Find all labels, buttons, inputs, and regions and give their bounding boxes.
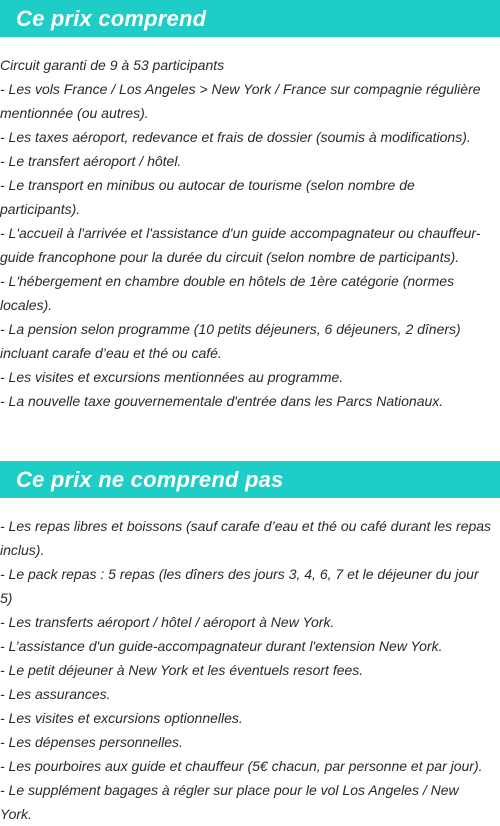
list-item: Circuit garanti de 9 à 53 participants	[0, 57, 225, 73]
excludes-list	[0, 498, 500, 826]
list-item: - Les assurances.	[0, 686, 111, 702]
list-item: - L'hébergement en chambre double en hôtels de 1ère catégorie (normes locales).	[0, 273, 455, 313]
list-item: - La nouvelle taxe gouvernementale d'entrée dans les Parcs Nationaux.	[0, 393, 444, 409]
list-item: - Le transfert aéroport / hôtel.	[0, 153, 182, 169]
list-item: - Les vols France / Los Angeles > New York / France sur compagnie régulière mentionnée (ou autres).	[0, 81, 481, 121]
list-item: - Les dépenses personnelles.	[0, 734, 183, 750]
includes-list	[0, 37, 500, 413]
list-item: - Le pack repas : 5 repas (les dîners des jours 3, 4, 6, 7 et le déjeuner du jour 5)	[0, 566, 479, 606]
list-item: - Les taxes aéroport, redevance et frais de dossier (soumis à modifications).	[0, 129, 471, 145]
list-item: - Le transport en minibus ou autocar de tourisme (selon nombre de participants).	[0, 177, 415, 217]
list-item: - Les pourboires aux guide et chauffeur (5€ chacun, par personne et par jour).	[0, 758, 483, 774]
excludes-title: Ce prix ne comprend pas	[0, 461, 500, 498]
excludes-section	[0, 461, 500, 826]
list-item: - La pension selon programme (10 petits déjeuners, 6 déjeuners, 2 dîners) incluant carafe d’eau et thé ou café.	[0, 321, 461, 361]
list-item: - Les repas libres et boissons (sauf carafe d’eau et thé ou café durant les repas inclus).	[0, 518, 492, 558]
list-item: - L’assistance d'un guide-accompagnateur durant l'extension New York.	[0, 638, 443, 654]
list-item: - L'accueil à l'arrivée et l'assistance d'un guide accompagnateur ou chauffeur-guide francophone pour la durée du circuit (selon nombre de participants).	[0, 225, 481, 265]
includes-title: Ce prix comprend	[0, 0, 500, 37]
list-item: - Le supplément bagages à régler sur place pour le vol Los Angeles / New York.	[0, 782, 459, 822]
list-item: - Les visites et excursions optionnelles.	[0, 710, 243, 726]
list-item: - Le petit déjeuner à New York et les éventuels resort fees.	[0, 662, 364, 678]
list-item: - Les visites et excursions mentionnées au programme.	[0, 369, 344, 385]
list-item: - Les transferts aéroport / hôtel / aéroport à New York.	[0, 614, 335, 630]
